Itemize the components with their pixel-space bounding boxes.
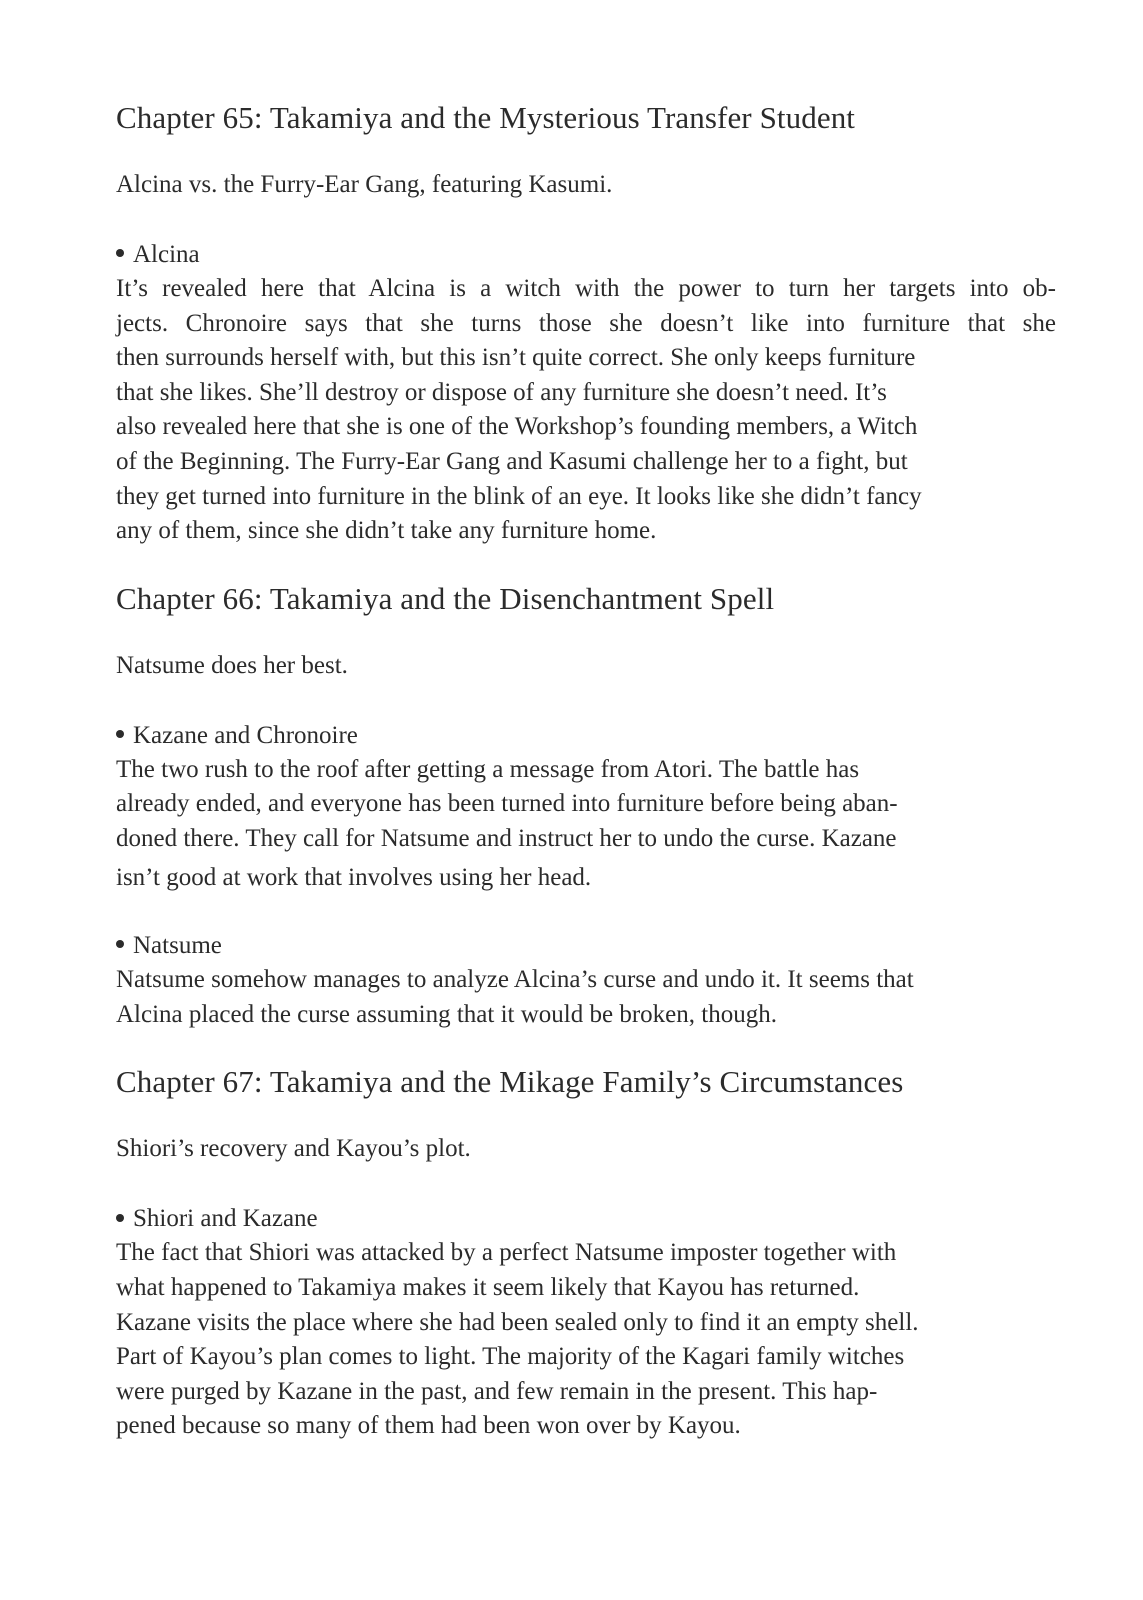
section-body (116, 272, 1056, 549)
chapter-65-title: Chapter 65: Takamiya and the Mysterious Transfer Student (116, 100, 856, 135)
chapter-67-section-shiori-kazane (116, 1202, 1056, 1444)
body-line: isn’t good at work that involves using her head. (116, 863, 592, 891)
bullet-icon (116, 249, 124, 257)
section-heading (116, 1202, 1056, 1236)
body-line: what happened to Takamiya makes it seem likely that Kayou has returned. (116, 1273, 860, 1301)
chapter-65-section-alcina (116, 238, 1056, 549)
body-line: of the Beginning. The Furry-Ear Gang and Kasumi challenge her to a fight, but (116, 447, 908, 475)
body-line: Alcina placed the curse assuming that it would be broken, though. (116, 1000, 777, 1028)
body-line: already ended, and everyone has been turned into furniture before being aban- (116, 790, 898, 818)
section-body (116, 1236, 1056, 1444)
section-heading-text: Natsume (133, 932, 222, 960)
body-line: Kazane visits the place where she had been sealed only to find it an empty shell. (116, 1308, 919, 1336)
section-heading-text: Alcina (133, 241, 200, 268)
body-line: were purged by Kazane in the past, and few remain in the present. This hap- (116, 1377, 878, 1405)
body-line: It’s revealed here that Alcina is a witch with the power to turn her targets into ob- (116, 275, 1056, 302)
chapter-65-summary: Alcina vs. the Furry-Ear Gang, featuring Kasumi. (116, 171, 613, 198)
chapter-66-title: Chapter 66: Takamiya and the Disenchantment Spell (116, 580, 775, 616)
section-body (116, 963, 1056, 1032)
body-line: that she likes. She’ll destroy or dispose of any furniture she doesn’t need. It’s (116, 378, 887, 406)
body-line: any of them, since she didn’t take any furniture home. (116, 517, 657, 545)
body-line: doned there. They call for Natsume and instruct her to undo the curse. Kazane (116, 824, 897, 852)
body-line: The two rush to the roof after getting a message from Atori. The battle has (116, 755, 860, 783)
chapter-67-title: Chapter 67: Takamiya and the Mikage Family’s Circumstances (116, 1064, 904, 1100)
section-heading (116, 929, 1056, 963)
body-line: The fact that Shiori was attacked by a perfect Natsume imposter together with (116, 1239, 897, 1267)
bullet-icon (116, 940, 124, 948)
chapter-66-summary: Natsume does her best. (116, 651, 348, 679)
chapter-66-section-natsume (116, 929, 1056, 1032)
chapter-67-summary: Shiori’s recovery and Kayou’s plot. (116, 1135, 471, 1163)
body-line: also revealed here that she is one of the Workshop’s founding members, a Witch (116, 413, 918, 441)
chapter-66-section-kazane-chronoire (116, 719, 1056, 895)
body-line: they get turned into furniture in the blink of an eye. It looks like she didn’t fancy (116, 482, 922, 510)
body-line: pened because so many of them had been won over by Kayou. (116, 1412, 741, 1440)
section-body (116, 753, 1056, 895)
body-line: Part of Kayou’s plan comes to light. The majority of the Kagari family witches (116, 1343, 905, 1371)
section-heading-text: Shiori and Kazane (133, 1205, 318, 1233)
body-line: then surrounds herself with, but this isn’t quite correct. She only keeps furniture (116, 344, 916, 372)
section-heading (116, 719, 1056, 753)
bullet-icon (116, 1214, 124, 1222)
section-heading (116, 238, 1056, 272)
document-page (116, 96, 1056, 1444)
bullet-icon (116, 730, 124, 738)
body-line: jects. Chronoire says that she turns those she doesn’t like into furniture that she (116, 309, 1056, 337)
body-line: Natsume somehow manages to analyze Alcina’s curse and undo it. It seems that (116, 966, 914, 994)
section-heading-text: Kazane and Chronoire (133, 721, 358, 749)
